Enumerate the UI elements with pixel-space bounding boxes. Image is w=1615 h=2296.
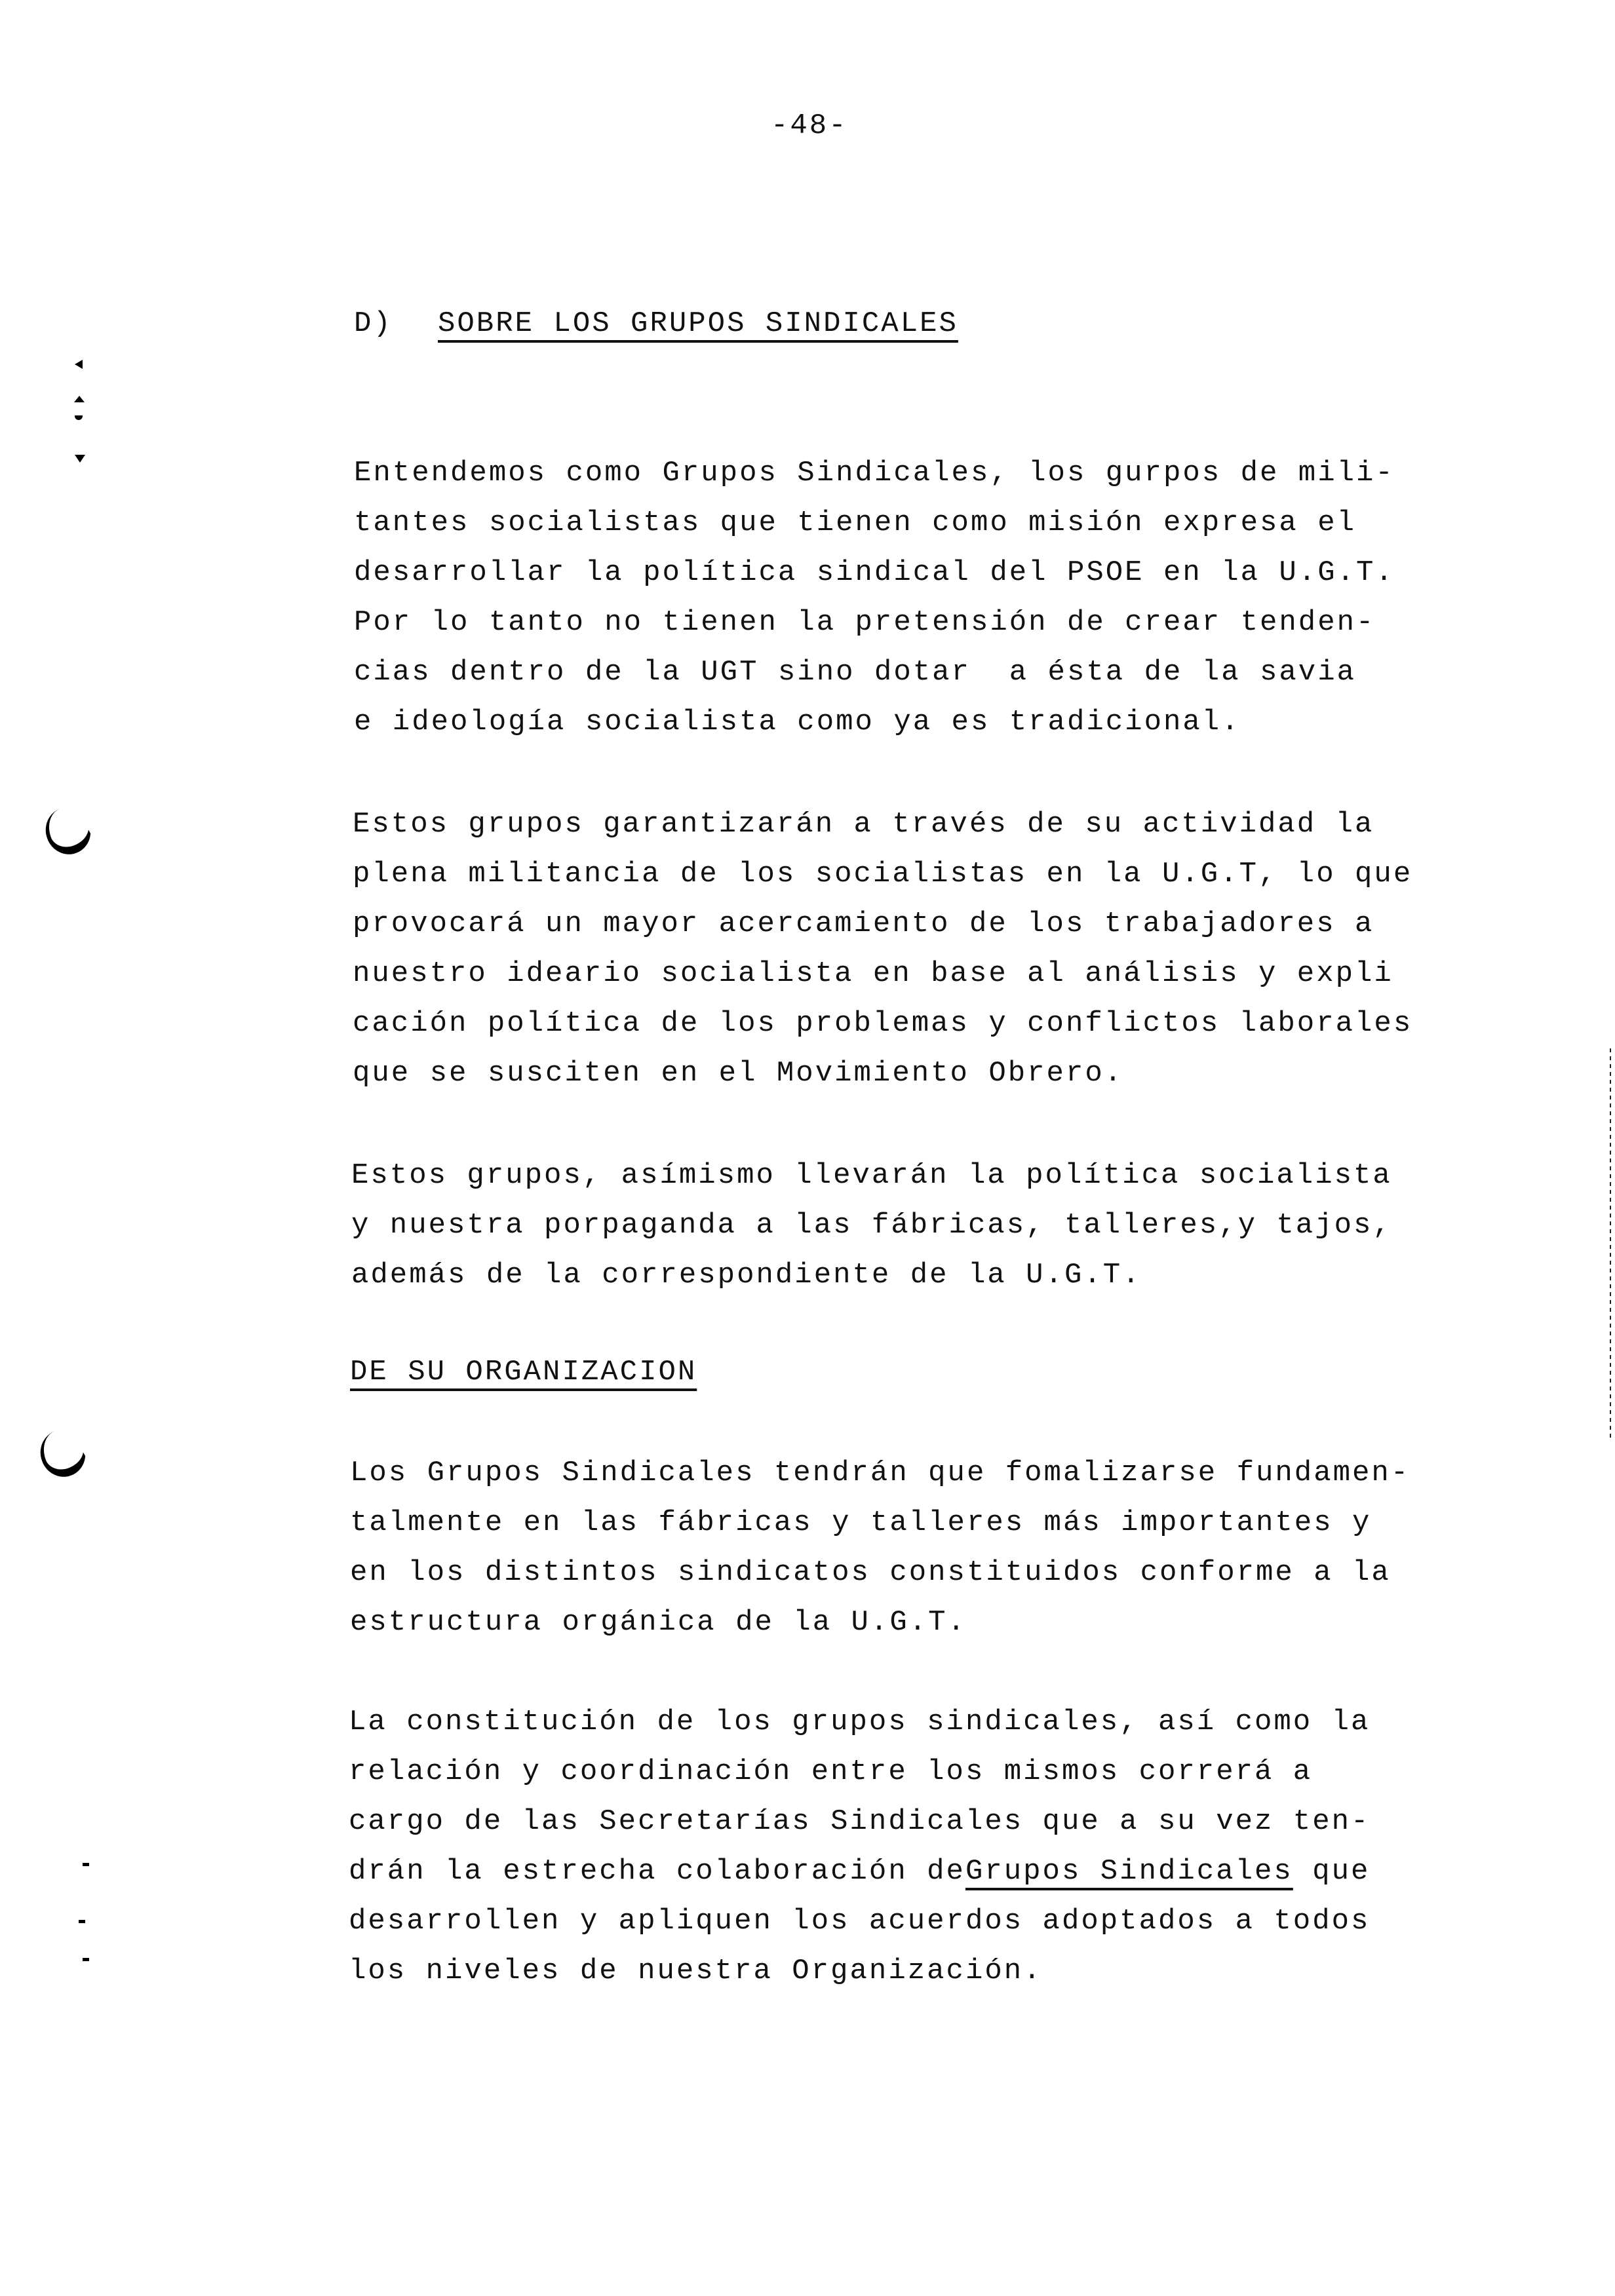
underlined-term: Grupos Sindicales bbox=[965, 1855, 1293, 1888]
text-line: Estos grupos garantizarán a través de su actividad la bbox=[353, 808, 1374, 841]
text-line: estructura orgánica de la U.G.T. bbox=[350, 1606, 967, 1639]
text-segment: drán la estrecha colaboración de bbox=[349, 1855, 965, 1888]
text-line: cargo de las Secretarías Sindicales que a su vez ten- bbox=[349, 1805, 1371, 1838]
text-line: cias dentro de la UGT sino dotar a ésta de la savia bbox=[354, 656, 1357, 689]
section-title: SOBRE LOS GRUPOS SINDICALES bbox=[438, 307, 958, 340]
text-line: desarrollen y apliquen los acuerdos adoptados a todos bbox=[349, 1905, 1371, 1938]
text-line: talmente en las fábricas y talleres más importantes y bbox=[350, 1506, 1372, 1539]
text-line: relación y coordinación entre los mismos correrá a bbox=[349, 1755, 1313, 1788]
margin-dash-icon bbox=[79, 1920, 85, 1923]
text-line: en los distintos sindicatos constituidos conforme a la bbox=[350, 1556, 1391, 1589]
text-line: La constitución de los grupos sindicales, así como la bbox=[349, 1706, 1371, 1738]
text-line: plena militancia de los socialistas en la U.G.T, lo que bbox=[353, 858, 1413, 890]
text-line: Estos grupos, asímismo llevarán la política socialista bbox=[351, 1159, 1392, 1192]
margin-dash-icon bbox=[83, 1863, 89, 1866]
text-line: tantes socialistas que tienen como misión expresa el bbox=[354, 507, 1357, 539]
scan-edge-line bbox=[1610, 1048, 1611, 1442]
text-line: Por lo tanto no tienen la pretensión de crear tenden- bbox=[354, 606, 1376, 639]
subsection-title: DE SU ORGANIZACION bbox=[350, 1356, 697, 1388]
text-line: los niveles de nuestra Organización. bbox=[349, 1955, 1043, 1987]
text-line: nuestro ideario socialista en base al análisis y expli bbox=[353, 957, 1393, 990]
margin-arrow-icon bbox=[75, 455, 85, 463]
punch-hole-mark-icon bbox=[34, 1424, 92, 1483]
margin-dash-icon bbox=[83, 1958, 89, 1961]
text-line: que se susciten en el Movimiento Obrero. bbox=[353, 1057, 1124, 1090]
text-line: y nuestra porpaganda a las fábricas, talleres,y tajos, bbox=[351, 1209, 1392, 1242]
margin-dot-icon bbox=[75, 415, 83, 420]
margin-arrow-icon bbox=[75, 360, 83, 369]
text-line: además de la correspondiente de la U.G.T. bbox=[351, 1259, 1142, 1292]
text-line: Entendemos como Grupos Sindicales, los gurpos de mili- bbox=[354, 457, 1395, 489]
text-line: e ideología socialista como ya es tradicional. bbox=[354, 706, 1241, 738]
text-line: Los Grupos Sindicales tendrán que fomalizarse fundamen- bbox=[350, 1457, 1411, 1489]
text-line: cación política de los problemas y conflictos laborales bbox=[353, 1007, 1413, 1040]
margin-arrow-icon bbox=[74, 396, 85, 402]
text-line bbox=[349, 1857, 1370, 1886]
section-label: D) bbox=[354, 307, 393, 340]
text-line: desarrollar la política sindical del PSOE en la U.G.T. bbox=[354, 556, 1395, 589]
punch-hole-mark-icon bbox=[39, 801, 98, 861]
text-line: provocará un mayor acercamiento de los trabajadores a bbox=[353, 908, 1374, 940]
text-segment: que bbox=[1293, 1855, 1371, 1888]
page-number: -48- bbox=[771, 109, 848, 142]
